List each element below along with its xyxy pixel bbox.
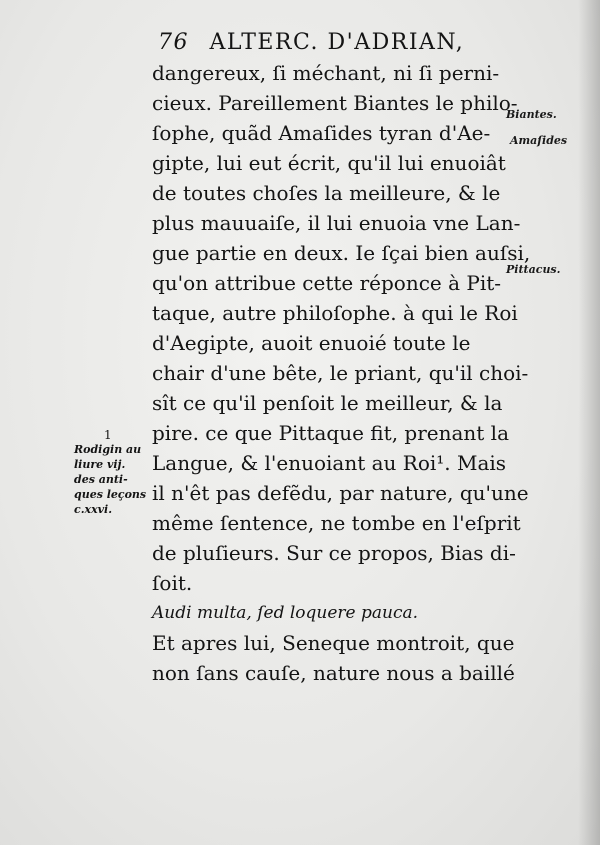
text-line: sît ce qu'il penſoit le meilleur, & la bbox=[152, 391, 503, 415]
text-line: pire. ce que Pittaque fit, prenant la bbox=[152, 421, 510, 445]
page-number: 76 bbox=[158, 30, 189, 55]
note-line: c.xxvi. bbox=[74, 503, 113, 516]
main-text bbox=[152, 58, 531, 688]
text-line: chair d'une bête, le priant, qu'il choi- bbox=[152, 361, 529, 385]
margin-note-pittacus: Pittacus. bbox=[506, 263, 561, 276]
note-line: liure vij. bbox=[74, 458, 126, 471]
text-line: de toutes choſes la meilleure, & le bbox=[152, 181, 501, 205]
text-line: ſophe, quãd Amaſides tyran d'Ae- bbox=[152, 121, 491, 145]
text-line: même ſentence, ne tombe en l'eſprit bbox=[152, 511, 521, 535]
note-line: des anti- bbox=[74, 473, 128, 486]
text-line: taque, autre philoſophe. à qui le Roi bbox=[152, 301, 518, 325]
margin-note-biantes: Biantes. bbox=[506, 108, 557, 121]
note-line: ques leçons bbox=[74, 488, 147, 501]
note-line: Rodigin au bbox=[74, 443, 142, 456]
text-line: de pluſieurs. Sur ce propos, Bias di- bbox=[152, 541, 516, 565]
side-note-reference bbox=[74, 428, 147, 517]
note-marker: 1 bbox=[104, 428, 112, 442]
text-line: non ſans cauſe, nature nous a baillé bbox=[152, 661, 515, 685]
text-line: Et apres lui, Seneque montroit, que bbox=[152, 631, 515, 655]
margin-note-amasides: Amaſides bbox=[510, 134, 568, 147]
text-line: gipte, lui eut écrit, qu'il lui enuoiât bbox=[152, 151, 506, 175]
text-line: qu'on attribue cette réponce à Pit- bbox=[152, 271, 502, 295]
text-line: plus mauuaiſe, il lui enuoia vne Lan- bbox=[152, 211, 521, 235]
text-line: cieux. Pareillement Biantes le philo- bbox=[152, 91, 518, 115]
spine-shadow bbox=[578, 0, 600, 845]
text-line: gue partie en deux. Ie ſçai bien auſsi, bbox=[152, 241, 531, 265]
running-title: ALTERC. D'ADRIAN, bbox=[209, 30, 465, 55]
running-head bbox=[158, 30, 464, 55]
text-line: Langue, & l'enuoiant au Roi¹. Mais bbox=[152, 451, 507, 475]
latin-quote: Audi multa, ſed loquere pauca. bbox=[152, 603, 419, 623]
text-line: ſoit. bbox=[152, 571, 193, 595]
text-line: d'Aegipte, auoit enuoié toute le bbox=[152, 331, 471, 355]
text-line: dangereux, ſi méchant, ni ſi perni- bbox=[152, 61, 500, 85]
text-line: il n'êt pas defẽdu, par nature, qu'une bbox=[152, 481, 529, 505]
